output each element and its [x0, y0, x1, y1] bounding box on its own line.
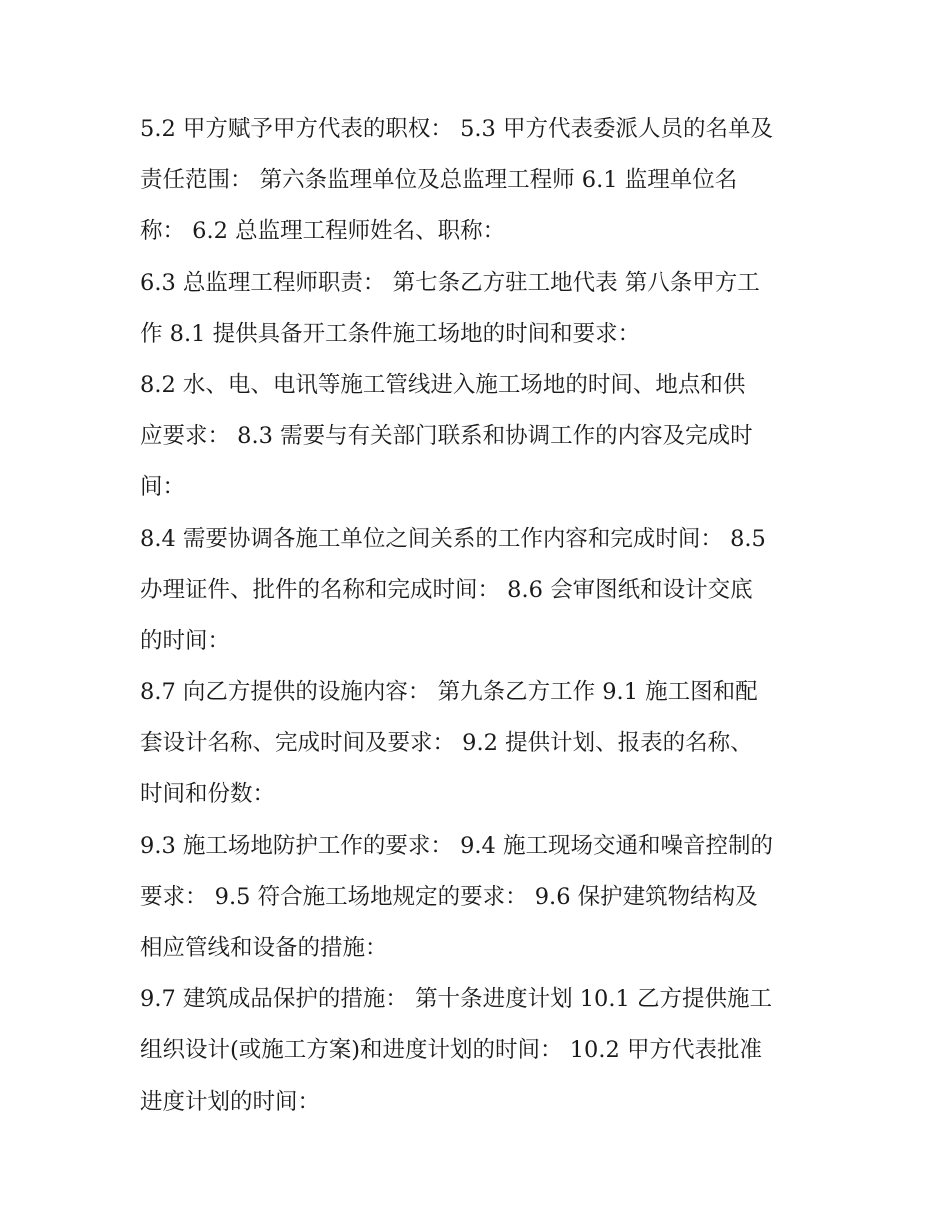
text-line: 时间和份数：: [140, 781, 276, 808]
text-line: 应要求： 8.3 需要与有关部门联系和协调工作的内容及完成时: [140, 423, 753, 450]
text-line: 称： 6.2 总监理工程师姓名、职称：: [140, 218, 506, 245]
text-line: 8.2 水、电、电讯等施工管线进入施工场地的时间、地点和供: [140, 371, 746, 398]
text-line: 责任范围： 第六条监理单位及总监理工程师 6.1 监理单位名: [140, 167, 738, 194]
text-line: 6.3 总监理工程师职责： 第七条乙方驻工地代表 第八条甲方工: [140, 269, 760, 296]
document-body: [140, 104, 830, 1128]
text-line: 作 8.1 提供具备开工条件施工场地的时间和要求：: [140, 320, 641, 347]
text-line: 的时间：: [140, 627, 231, 654]
text-line: 间：: [140, 474, 186, 501]
text-line: 相应管线和设备的措施：: [140, 935, 388, 961]
text-line: 套设计名称、完成时间及要求： 9.2 提供计划、报表的名称、: [140, 730, 753, 757]
text-line: 8.4 需要协调各施工单位之间关系的工作内容和完成时间： 8.5: [140, 525, 766, 552]
text-line: 要求： 9.5 符合施工场地规定的要求： 9.6 保护建筑物结构及: [140, 883, 758, 910]
text-line: 组织设计(或施工方案)和进度计划的时间： 10.2 甲方代表批准: [140, 1037, 762, 1064]
text-line: 9.7 建筑成品保护的措施： 第十条进度计划 10.1 乙方提供施工: [140, 986, 772, 1013]
text-line: 进度计划的时间：: [140, 1088, 321, 1115]
text-line: 5.2 甲方赋予甲方代表的职权： 5.3 甲方代表委派人员的名单及: [140, 116, 774, 142]
text-line: 办理证件、批件的名称和完成时间： 8.6 会审图纸和设计交底: [140, 576, 753, 603]
text-line: 9.3 施工场地防护工作的要求： 9.4 施工现场交通和噪音控制的: [140, 832, 774, 859]
text-line: 8.7 向乙方提供的设施内容： 第九条乙方工作 9.1 施工图和配: [140, 679, 758, 706]
